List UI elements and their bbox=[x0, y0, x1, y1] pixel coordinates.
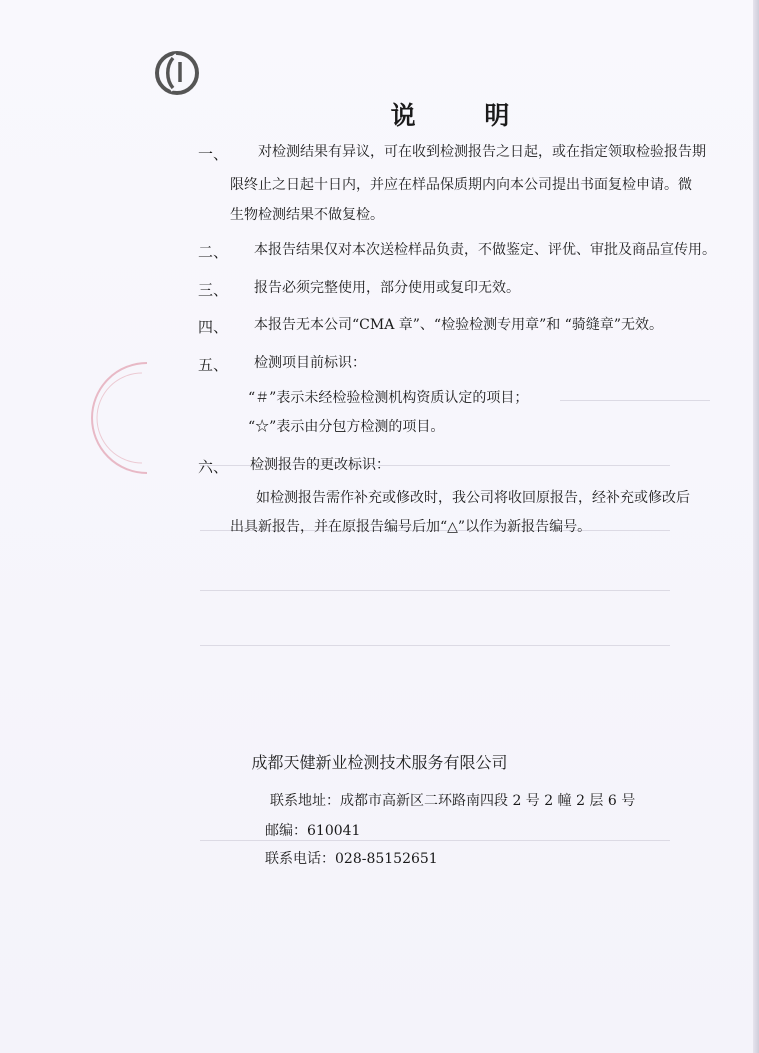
company-logo-icon bbox=[152, 48, 202, 98]
contact-phone: 联系电话：028-85152651 bbox=[265, 851, 438, 867]
company-name: 成都天健新业检测技术服务有限公司 bbox=[251, 753, 508, 772]
item-text-line: 报告必须完整使用，部分使用或复印无效。 bbox=[254, 280, 520, 296]
seal-stamp-icon bbox=[62, 358, 152, 478]
item-text-line: 检测报告的更改标识： bbox=[250, 457, 390, 473]
item-text-line: 对检测结果有异议，可在收到检测报告之日起，或在指定领取检验报告期 bbox=[258, 144, 706, 160]
show-through-line bbox=[200, 590, 670, 591]
item-text-line: 生物检测结果不做复检。 bbox=[230, 207, 384, 223]
item-text-line: 本报告结果仅对本次送检样品负责，不做鉴定、评优、审批及商品宣传用。 bbox=[254, 242, 716, 258]
item-text-line: 本报告无本公司“CMA 章”、“检验检测专用章”和 “骑缝章”无效。 bbox=[254, 317, 663, 333]
item-number: 三、 bbox=[198, 281, 229, 299]
page-title: 说 明 bbox=[390, 101, 540, 130]
item-text-line: 如检测报告需作补充或修改时，我公司将收回原报告，经补充或修改后 bbox=[256, 490, 690, 506]
item-text-line: 出具新报告，并在原报告编号后加“△”以作为新报告编号。 bbox=[230, 519, 592, 535]
item-text-line: “☆”表示由分包方检测的项目。 bbox=[248, 419, 445, 435]
page-edge-shadow bbox=[753, 0, 759, 1053]
postcode: 邮编：610041 bbox=[265, 823, 361, 839]
show-through-line bbox=[200, 840, 670, 841]
item-number: 一、 bbox=[198, 145, 229, 163]
item-text-line: 检测项目前标识： bbox=[254, 355, 366, 371]
item-number: 六、 bbox=[198, 458, 229, 476]
item-number: 二、 bbox=[198, 243, 229, 261]
contact-address: 联系地址：成都市高新区二环路南四段 2 号 2 幢 2 层 6 号 bbox=[270, 793, 636, 809]
show-through-line bbox=[200, 645, 670, 646]
item-number: 四、 bbox=[198, 318, 229, 336]
show-through-line bbox=[560, 400, 710, 401]
item-text-line: 限终止之日起十日内，并应在样品保质期内向本公司提出书面复检申请。微 bbox=[230, 177, 692, 193]
item-number: 五、 bbox=[198, 356, 229, 374]
item-text-line: “＃”表示未经检验检测机构资质认定的项目； bbox=[248, 390, 529, 406]
